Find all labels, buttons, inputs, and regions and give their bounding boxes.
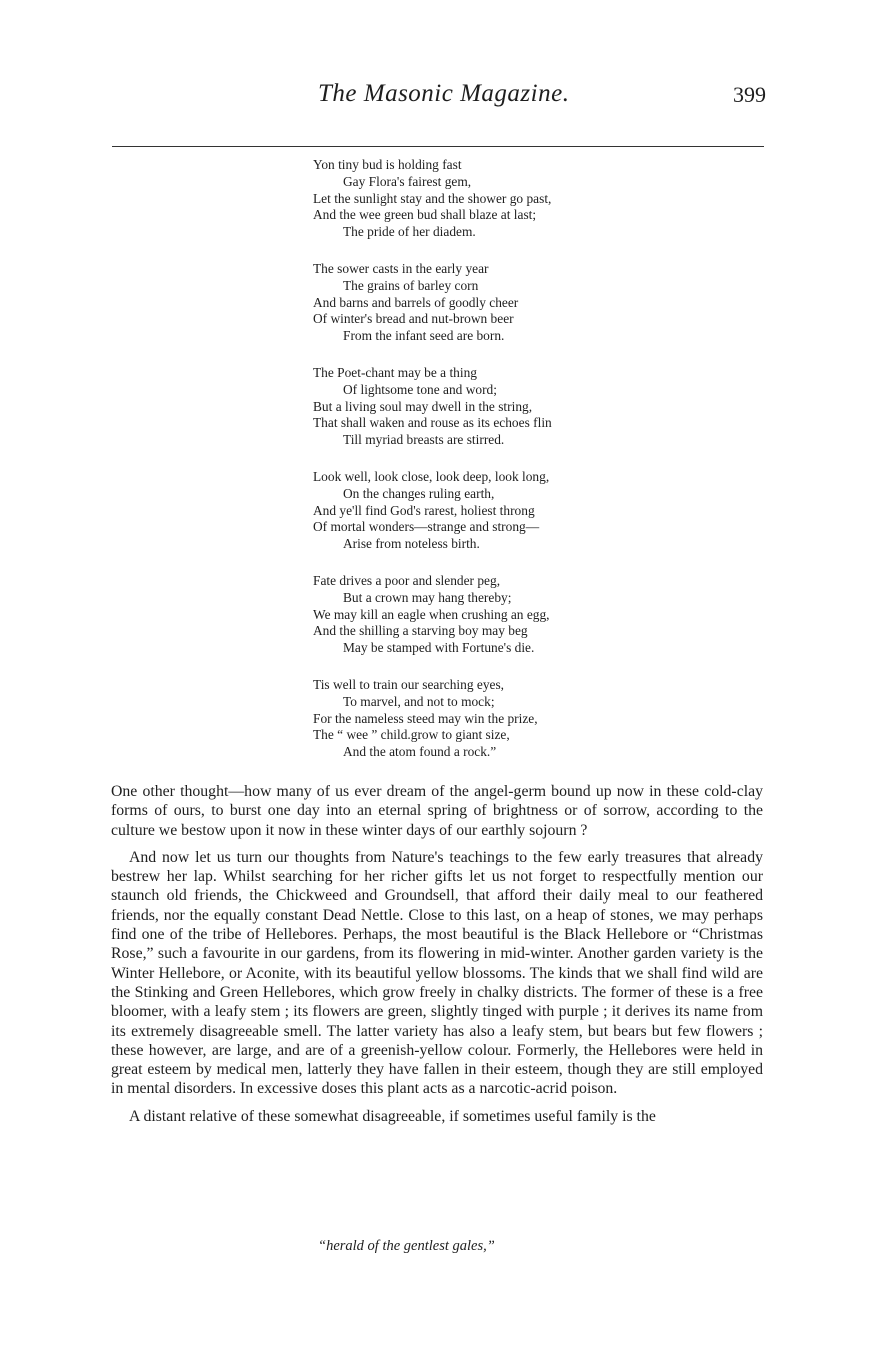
paragraph: A distant relative of these somewhat disagreeable, if sometimes useful family is the — [129, 1107, 656, 1125]
poem-line: The pride of her diadem. — [343, 224, 476, 240]
poem-line: But a crown may hang thereby; — [343, 589, 512, 605]
poem-line: Arise from noteless birth. — [343, 536, 480, 552]
poem-line: Tis well to train our searching eyes, — [313, 676, 505, 692]
header-rule — [112, 146, 764, 147]
magazine-title: The Masonic Magazine. — [318, 80, 570, 107]
poem-line: And the shilling a starving boy may beg — [313, 623, 528, 639]
poem-line: Of winter's bread and nut-brown beer — [313, 311, 514, 327]
poem-line: And the wee green bud shall blaze at last; — [313, 207, 537, 223]
poem-line: From the infant seed are born. — [343, 328, 505, 344]
poem-line: Till myriad breasts are stirred. — [343, 432, 505, 448]
poem-line: Of lightsome tone and word; — [343, 381, 497, 397]
poem-line: Of mortal wonders—strange and strong— — [313, 519, 540, 535]
poem-stanza — [313, 469, 633, 553]
poem-line: To marvel, and not to mock; — [343, 693, 495, 709]
poem-line: Look well, look close, look deep, look long, — [313, 468, 550, 484]
poem-stanza — [313, 365, 633, 449]
poem-line: And ye'll find God's rarest, holiest throng — [313, 502, 535, 518]
poem-line: May be stamped with Fortune's die. — [343, 640, 535, 656]
poem-line: And barns and barrels of goodly cheer — [313, 294, 519, 310]
poem-line: Gay Flora's fairest gem, — [343, 173, 472, 189]
closing-quote: “herald of the gentlest gales,” — [318, 1238, 495, 1254]
page-header — [0, 78, 884, 118]
poem-line: The “ wee ” child.grow to giant size, — [313, 727, 510, 743]
prose-body — [111, 782, 763, 1134]
poem-stanza — [313, 261, 633, 345]
poem-line: Let the sunlight stay and the shower go past, — [313, 190, 552, 206]
poem-line: On the changes ruling earth, — [343, 485, 495, 501]
poem-line: For the nameless steed may win the prize, — [313, 710, 538, 726]
poem-line: And the atom found a rock.” — [343, 744, 497, 760]
poem — [313, 157, 633, 781]
poem-stanza — [313, 677, 633, 761]
poem-line: But a living soul may dwell in the string, — [313, 398, 533, 414]
poem-line: Yon tiny bud is holding fast — [313, 157, 462, 172]
paragraph: And now let us turn our thoughts from Nature's teachings to the few early treasures that already bestrew her lap. Whilst searching for her richer gifts let us not forget to respectfully mention our staunch old friends, the Chickweed and Groundsell, that afford their daily meal to our feathered friends, nor the equally constant Dead Nettle. Close to this last, on a heap of stones, we may perhaps find one of the tribe of Hellebores. Perhaps, the most beautiful is the Black Hellebore or “Christmas Rose,” such a favourite in our gardens, from its flowering in mid-winter. Another garden variety is the Winter Hellebore, or Aconite, with its beautiful yellow blossoms. The kinds that we shall find wild are the Stinking and Green Hellebores, which grow freely in chalky districts. The former of these is a free bloomer, with a leafy stem ; its flowers are green, slightly tinged with purple ; it derives its name from its extremely disagreeable smell. The latter variety has also a leafy stem, but bears but few flowers ; these however, are large, and are of a greenish-yellow colour. Formerly, the Hellebores were held in great esteem by medical men, latterly they have fallen in their esteem, though they are still employed in mental disorders. In excessive doses this plant acts as a narcotic-acrid poison. — [111, 848, 763, 1098]
poem-line: That shall waken and rouse as its echoes flin — [313, 415, 552, 431]
poem-line: We may kill an eagle when crushing an egg, — [313, 606, 550, 622]
poem-stanza — [313, 157, 633, 241]
paragraph: One other thought—how many of us ever dream of the angel-germ bound up now in these cold-clay forms of ours, to burst one day into an eternal spring of brightness or of sorrow, according to the culture we bestow upon it now in these winter days of our earthly sojourn ? — [111, 783, 763, 839]
page-number: 399 — [733, 82, 766, 107]
poem-line: The sower casts in the early year — [313, 260, 489, 276]
poem-line: The Poet-chant may be a thing — [313, 364, 477, 380]
poem-line: The grains of barley corn — [343, 277, 479, 293]
poem-line: Fate drives a poor and slender peg, — [313, 572, 501, 588]
poem-stanza — [313, 573, 633, 657]
